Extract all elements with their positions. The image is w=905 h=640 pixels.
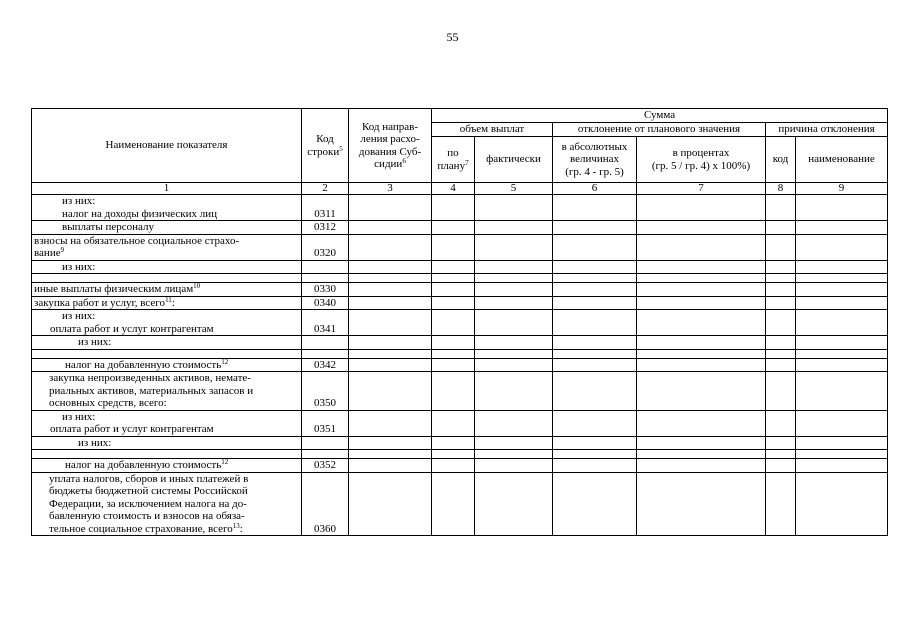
table-cell [637,410,766,436]
table-cell [475,221,553,235]
table-cell [32,274,302,283]
table-cell [637,283,766,297]
column-number: 9 [796,183,888,195]
table-cell [637,296,766,310]
row-label: взносы на обязательное социальное страхо- вание$^9$ [32,234,302,260]
page-number: 55 [446,30,459,44]
header-direction-code: Код направ- ления расхо- дования Суб- сидии$^6$ [349,109,432,183]
header-reason-name: наименование [796,137,888,183]
table-cell [302,260,349,274]
table-cell [766,349,796,358]
table-cell [796,450,888,459]
column-number: 8 [766,183,796,195]
table-cell [432,349,475,358]
table-cell [475,310,553,336]
table-cell [766,234,796,260]
table-cell [637,234,766,260]
table-cell [475,283,553,297]
table-cell [432,410,475,436]
table-cell [349,195,432,221]
table-cell [475,472,553,536]
table-cell [796,274,888,283]
table-cell [796,472,888,536]
table-cell [302,274,349,283]
table-cell [553,310,637,336]
table-row [32,296,888,310]
table-cell [796,349,888,358]
table-cell [766,450,796,459]
row-code: 0360 [302,472,349,536]
table-cell [553,296,637,310]
table-cell [553,358,637,372]
table-cell [475,336,553,350]
table-cell [349,436,432,450]
table-cell [432,372,475,411]
table-cell [349,221,432,235]
table-row [32,349,888,358]
table-cell [432,195,475,221]
table-cell [32,349,302,358]
table-row [32,283,888,297]
table-cell [637,195,766,221]
header-sum: Сумма [432,109,888,123]
table-cell [796,283,888,297]
table-cell [796,358,888,372]
row-code: 0350 [302,372,349,411]
row-label: иные выплаты физическим лицам$^{10}$ [32,283,302,297]
row-code: 0351 [302,410,349,436]
table-cell [32,450,302,459]
table-cell [553,436,637,450]
column-number: 2 [302,183,349,195]
table-cell [302,436,349,450]
table-cell [553,274,637,283]
row-code: 0341 [302,310,349,336]
row-code: 0342 [302,358,349,372]
table-cell [475,358,553,372]
table-cell [475,296,553,310]
column-number: 6 [553,183,637,195]
table-cell [553,349,637,358]
table-cell [637,336,766,350]
column-number: 3 [349,183,432,195]
row-label: уплата налогов, сборов и иных платежей в бюджеты бюджетной системы Российской Федерации, за исключением налога на до- бавленную стоимость и взносов на обяза- тельное социальное страхование, всего$^{13}$: [32,472,302,536]
header-reason-code: код [766,137,796,183]
table-cell [796,260,888,274]
table-cell [553,372,637,411]
table-cell [766,372,796,411]
row-label: из них: оплата работ и услуг контрагентам [32,410,302,436]
table-row [32,310,888,336]
table-cell [432,234,475,260]
table-cell [475,349,553,358]
row-label: налог на добавленную стоимость$^{12}$ [32,358,302,372]
table-cell [302,349,349,358]
row-label: выплаты персоналу [32,221,302,235]
row-label: закупка работ и услуг, всего$^{11}$: [32,296,302,310]
table-cell [637,450,766,459]
table-cell [349,372,432,411]
table-cell [766,221,796,235]
row-code: 0330 [302,283,349,297]
table-cell [553,221,637,235]
header-plan: по плану$^7$ [432,137,475,183]
table-cell [475,410,553,436]
table-cell [432,274,475,283]
row-label: из них: [32,436,302,450]
table-row [32,459,888,473]
table-row [32,358,888,372]
header-deviation: отклонение от планового значения [553,123,766,137]
table-cell [766,274,796,283]
table-cell [766,336,796,350]
column-numbers-row [32,183,888,195]
table-cell [432,260,475,274]
row-code: 0312 [302,221,349,235]
table-cell [475,274,553,283]
table-row [32,221,888,235]
table-row [32,372,888,411]
row-label: из них: оплата работ и услуг контрагентам [32,310,302,336]
table-cell [637,221,766,235]
table-cell [432,221,475,235]
table-cell [349,349,432,358]
column-number: 5 [475,183,553,195]
table-cell [766,472,796,536]
table-cell [302,336,349,350]
table-cell [349,296,432,310]
table-cell [349,310,432,336]
table-cell [766,410,796,436]
table-row [32,234,888,260]
table-row [32,472,888,536]
table-cell [796,234,888,260]
table-row [32,274,888,283]
table-row [32,260,888,274]
column-number: 7 [637,183,766,195]
table-cell [432,336,475,350]
table-cell [349,358,432,372]
table-cell [553,283,637,297]
table-cell [475,260,553,274]
header-actual: фактически [475,137,553,183]
table-row [32,336,888,350]
table-cell [637,274,766,283]
header-indicator-name: Наименование показателя [32,109,302,183]
header-volume: объем выплат [432,123,553,137]
table-cell [796,195,888,221]
table-cell [553,459,637,473]
table-cell [796,310,888,336]
table-cell [766,436,796,450]
table-cell [796,296,888,310]
table-cell [349,472,432,536]
table-cell [475,436,553,450]
table-cell [349,459,432,473]
row-label: закупка непроизведенных активов, немате- риальных активов, материальных запасов и основных средств, всего: [32,372,302,411]
header-reason: причина отклонения [766,123,888,137]
column-number: 1 [32,183,302,195]
table-cell [553,410,637,436]
table-cell [553,472,637,536]
table-cell [349,336,432,350]
table-cell [766,459,796,473]
table-cell [475,234,553,260]
row-label: налог на добавленную стоимость$^{12}$ [32,459,302,473]
table-cell [302,450,349,459]
row-label: из них: [32,260,302,274]
table-cell [796,436,888,450]
table-cell [475,195,553,221]
table-cell [637,472,766,536]
table-cell [766,195,796,221]
table-cell [475,450,553,459]
table-cell [766,358,796,372]
table-cell [349,274,432,283]
row-code: 0352 [302,459,349,473]
table-cell [766,296,796,310]
row-code: 0320 [302,234,349,260]
row-label: из них: [32,336,302,350]
table-cell [796,221,888,235]
table-cell [637,436,766,450]
table-cell [432,436,475,450]
table-cell [432,450,475,459]
table-cell [796,459,888,473]
table-cell [637,459,766,473]
header-row-1 [32,109,888,123]
table-cell [432,310,475,336]
table-cell [637,372,766,411]
table-cell [432,358,475,372]
table-cell [796,410,888,436]
header-abs: в абсолютных величинах (гр. 4 - гр. 5) [553,137,637,183]
table-cell [432,283,475,297]
table-cell [637,260,766,274]
table-cell [432,472,475,536]
table-cell [553,336,637,350]
report-table [31,108,888,536]
table-cell [637,349,766,358]
table-cell [766,283,796,297]
table-cell [475,459,553,473]
column-number: 4 [432,183,475,195]
table-cell [553,195,637,221]
table-cell [766,260,796,274]
table-cell [349,234,432,260]
row-code: 0340 [302,296,349,310]
table-row [32,195,888,221]
table-row [32,436,888,450]
table-cell [349,410,432,436]
table-cell [796,372,888,411]
table-cell [766,310,796,336]
table-cell [553,260,637,274]
table-cell [349,260,432,274]
table-row [32,450,888,459]
row-code: 0311 [302,195,349,221]
table-cell [432,459,475,473]
table-cell [349,283,432,297]
table-cell [349,450,432,459]
table-cell [432,296,475,310]
table-cell [637,358,766,372]
row-label: из них: налог на доходы физических лиц [32,195,302,221]
table-cell [553,450,637,459]
table-cell [796,336,888,350]
table-cell [637,310,766,336]
header-row-code: Код строки$^5$ [302,109,349,183]
header-percent: в процентах (гр. 5 / гр. 4) х 100%) [637,137,766,183]
table-cell [475,372,553,411]
table-row [32,410,888,436]
table-cell [553,234,637,260]
